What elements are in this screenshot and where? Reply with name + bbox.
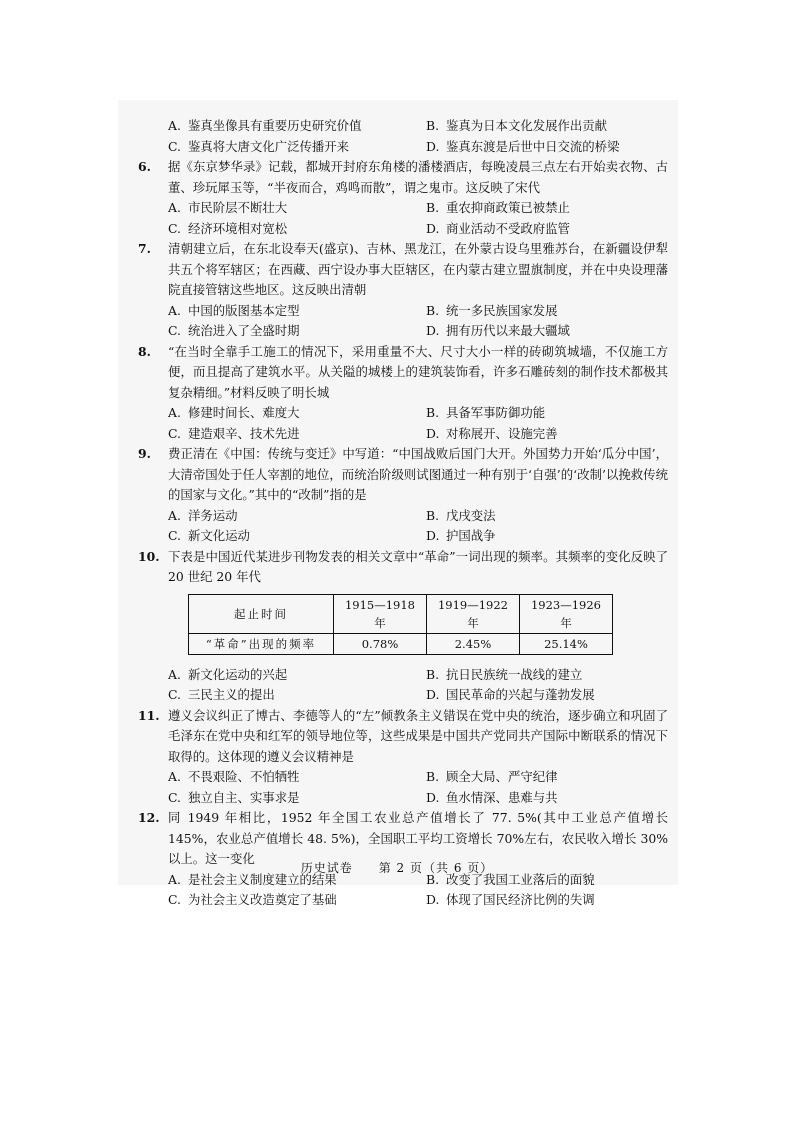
q10-option-a[interactable]: A. 新文化运动的兴起 [168,666,288,682]
page-content [138,116,668,911]
q6-number: 6. [138,159,151,174]
q7-option-b[interactable]: B. 统一多民族国家发展 [426,302,558,318]
q11-stem [138,706,668,768]
q6-option-c[interactable]: C. 经济环境相对宽松 [168,220,288,236]
q9-options [138,506,668,547]
q6-option-b[interactable]: B. 重农抑商政策已被禁止 [426,200,570,215]
table-cell: 25.14% [520,633,613,654]
q6-text: 据《东京梦华录》记载，都城开封府东角楼的潘楼酒店，每晚凌晨三点左右开始卖衣物、古董、珍玩犀玉等，“半夜而合，鸡鸣而散”，谓之鬼市。这反映了宋代 [168,159,668,195]
q9-option-c[interactable]: C. 新文化运动 [168,528,250,543]
table-cell: 0.78% [334,633,427,654]
q6-stem [138,157,668,198]
q12-option-d[interactable]: D. 体现了国民经济比例的失调 [426,892,595,907]
q9-stem [138,444,668,506]
q10-text: 下表是中国近代某进步刊物发表的相关文章中“革命”一词出现的频率。其频率的变化反映了 20 世纪 20 年代 [168,548,668,584]
q8-option-c[interactable]: C. 建造艰辛、技术先进 [168,425,300,441]
q5-option-d[interactable]: D. 鉴真东渡是后世中日交流的桥梁 [426,138,620,154]
q10-option-d[interactable]: D. 国民革命的兴起与蓬勃发展 [426,687,595,702]
q8-option-a[interactable]: A. 修建时间长、难度大 [168,405,300,420]
q12-number: 12. [138,810,160,825]
q9-number: 9. [138,446,151,461]
table-cell: 1919—1922 年 [427,594,520,633]
table-cell: 1915—1918 年 [334,594,427,633]
q8-text: “在当时全靠手工施工的情况下，采用重量不大、尺寸大小一样的砖砌筑城墙，不仅施工方便，而且提高了建筑水平。从关隘的城楼上的建筑装饰看，许多石雕砖刻的制作技术都极其复杂精细。”材料反映了明长城 [168,343,668,400]
q11-option-b[interactable]: B. 顾全大局、严守纪律 [426,769,558,784]
q11-option-a[interactable]: A. 不畏艰险、不怕牺牲 [168,769,300,784]
table-header-row [189,594,613,633]
q7-text: 清朝建立后，在东北设奉天(盛京)、吉林、黑龙江，在外蒙古设乌里雅苏台，在新疆设伊犁共五个将军辖区；在西藏、西宁设办事大臣辖区，在内蒙古建立盟旗制度，并在中央设理藩院直接管辖这些地区。这反映出清朝 [168,241,668,297]
q5-option-a[interactable]: A. 鉴真坐像具有重要历史研究价值 [168,118,362,133]
q9-option-a[interactable]: A. 洋务运动 [168,507,238,523]
q5-option-c[interactable]: C. 鉴真将大唐文化广泛传播开来 [168,138,350,154]
q7-stem [138,239,668,301]
q12-option-a[interactable]: A. 是社会主义制度建立的结果 [168,871,337,887]
q12-text: 同 1949 年相比，1952 年全国工农业总产值增长了 77. 5%(其中工业总产值增长 145%，农业总产值增长 48. 5%)，全国职工平均工资增长 70%左右，农民收入增长 30%以上。这一变化 [168,810,668,866]
q7-option-a[interactable]: A. 中国的版图基本定型 [168,302,300,318]
q8-option-b[interactable]: B. 具备军事防御功能 [426,405,546,420]
q6-options [138,198,668,239]
q7-option-c[interactable]: C. 统治进入了全盛时期 [168,323,300,338]
q9-text: 费正清在《中国：传统与变迁》中写道：“中国战败后国门大开。外国势力开始‘瓜分中国’，大清帝国处于任人宰割的地位，而统治阶级则试图通过一种有别于‘自强’的‘改制’以挽救传统的国家与文化。”其中的“改制”指的是 [168,446,668,502]
q10-number: 10. [138,548,160,564]
q8-number: 8. [138,343,151,359]
q11-options [138,767,668,808]
q9-option-d[interactable]: D. 护国战争 [426,528,496,543]
q5-option-b[interactable]: B. 鉴真为日本文化发展作出贡献 [426,118,608,133]
q11-option-d[interactable]: D. 鱼水情深、患难与共 [426,789,558,805]
q6-option-d[interactable]: D. 商业活动不受政府监管 [426,220,570,236]
q12-option-b[interactable]: B. 改变了我国工业落后的面貌 [426,871,595,887]
q7-options [138,301,668,342]
q11-text: 遵义会议纠正了博古、李德等人的“左”倾教条主义错误在党中央的统治，逐步确立和巩固了毛泽东在党中央和红军的领导地位等，这些成果是中国共产党同共产国际中断联系的情况下取得的。这体现的遵义会议精神是 [168,707,668,764]
q11-option-c[interactable]: C. 独立自主、实事求是 [168,789,300,805]
table-cell: 1923—1926 年 [520,594,613,633]
table-row [189,633,613,654]
q10-options [138,665,668,706]
q7-option-d[interactable]: D. 拥有历代以来最大疆域 [426,323,570,338]
q10-table-wrap [138,594,668,655]
q11-number: 11. [138,707,160,723]
q8-options [138,403,668,444]
q12-option-c[interactable]: C. 为社会主义改造奠定了基础 [168,892,337,907]
q6-option-a[interactable]: A. 市民阶层不断壮大 [168,200,288,215]
q8-stem [138,342,668,404]
q8-option-d[interactable]: D. 对称展开、设施完善 [426,425,558,441]
q5-options [138,116,668,157]
page-footer: 历史试卷 第 2 页（共 6 页） [300,861,494,875]
q9-option-b[interactable]: B. 戊戌变法 [426,507,496,523]
table-cell: 起止时间 [189,594,334,633]
frequency-table [188,594,613,655]
q10-stem [138,547,668,588]
q10-option-b[interactable]: B. 抗日民族统一战线的建立 [426,666,583,682]
q10-option-c[interactable]: C. 三民主义的提出 [168,687,275,702]
q7-number: 7. [138,241,151,256]
table-cell: “革命”出现的频率 [189,633,334,654]
table-cell: 2.45% [427,633,520,654]
